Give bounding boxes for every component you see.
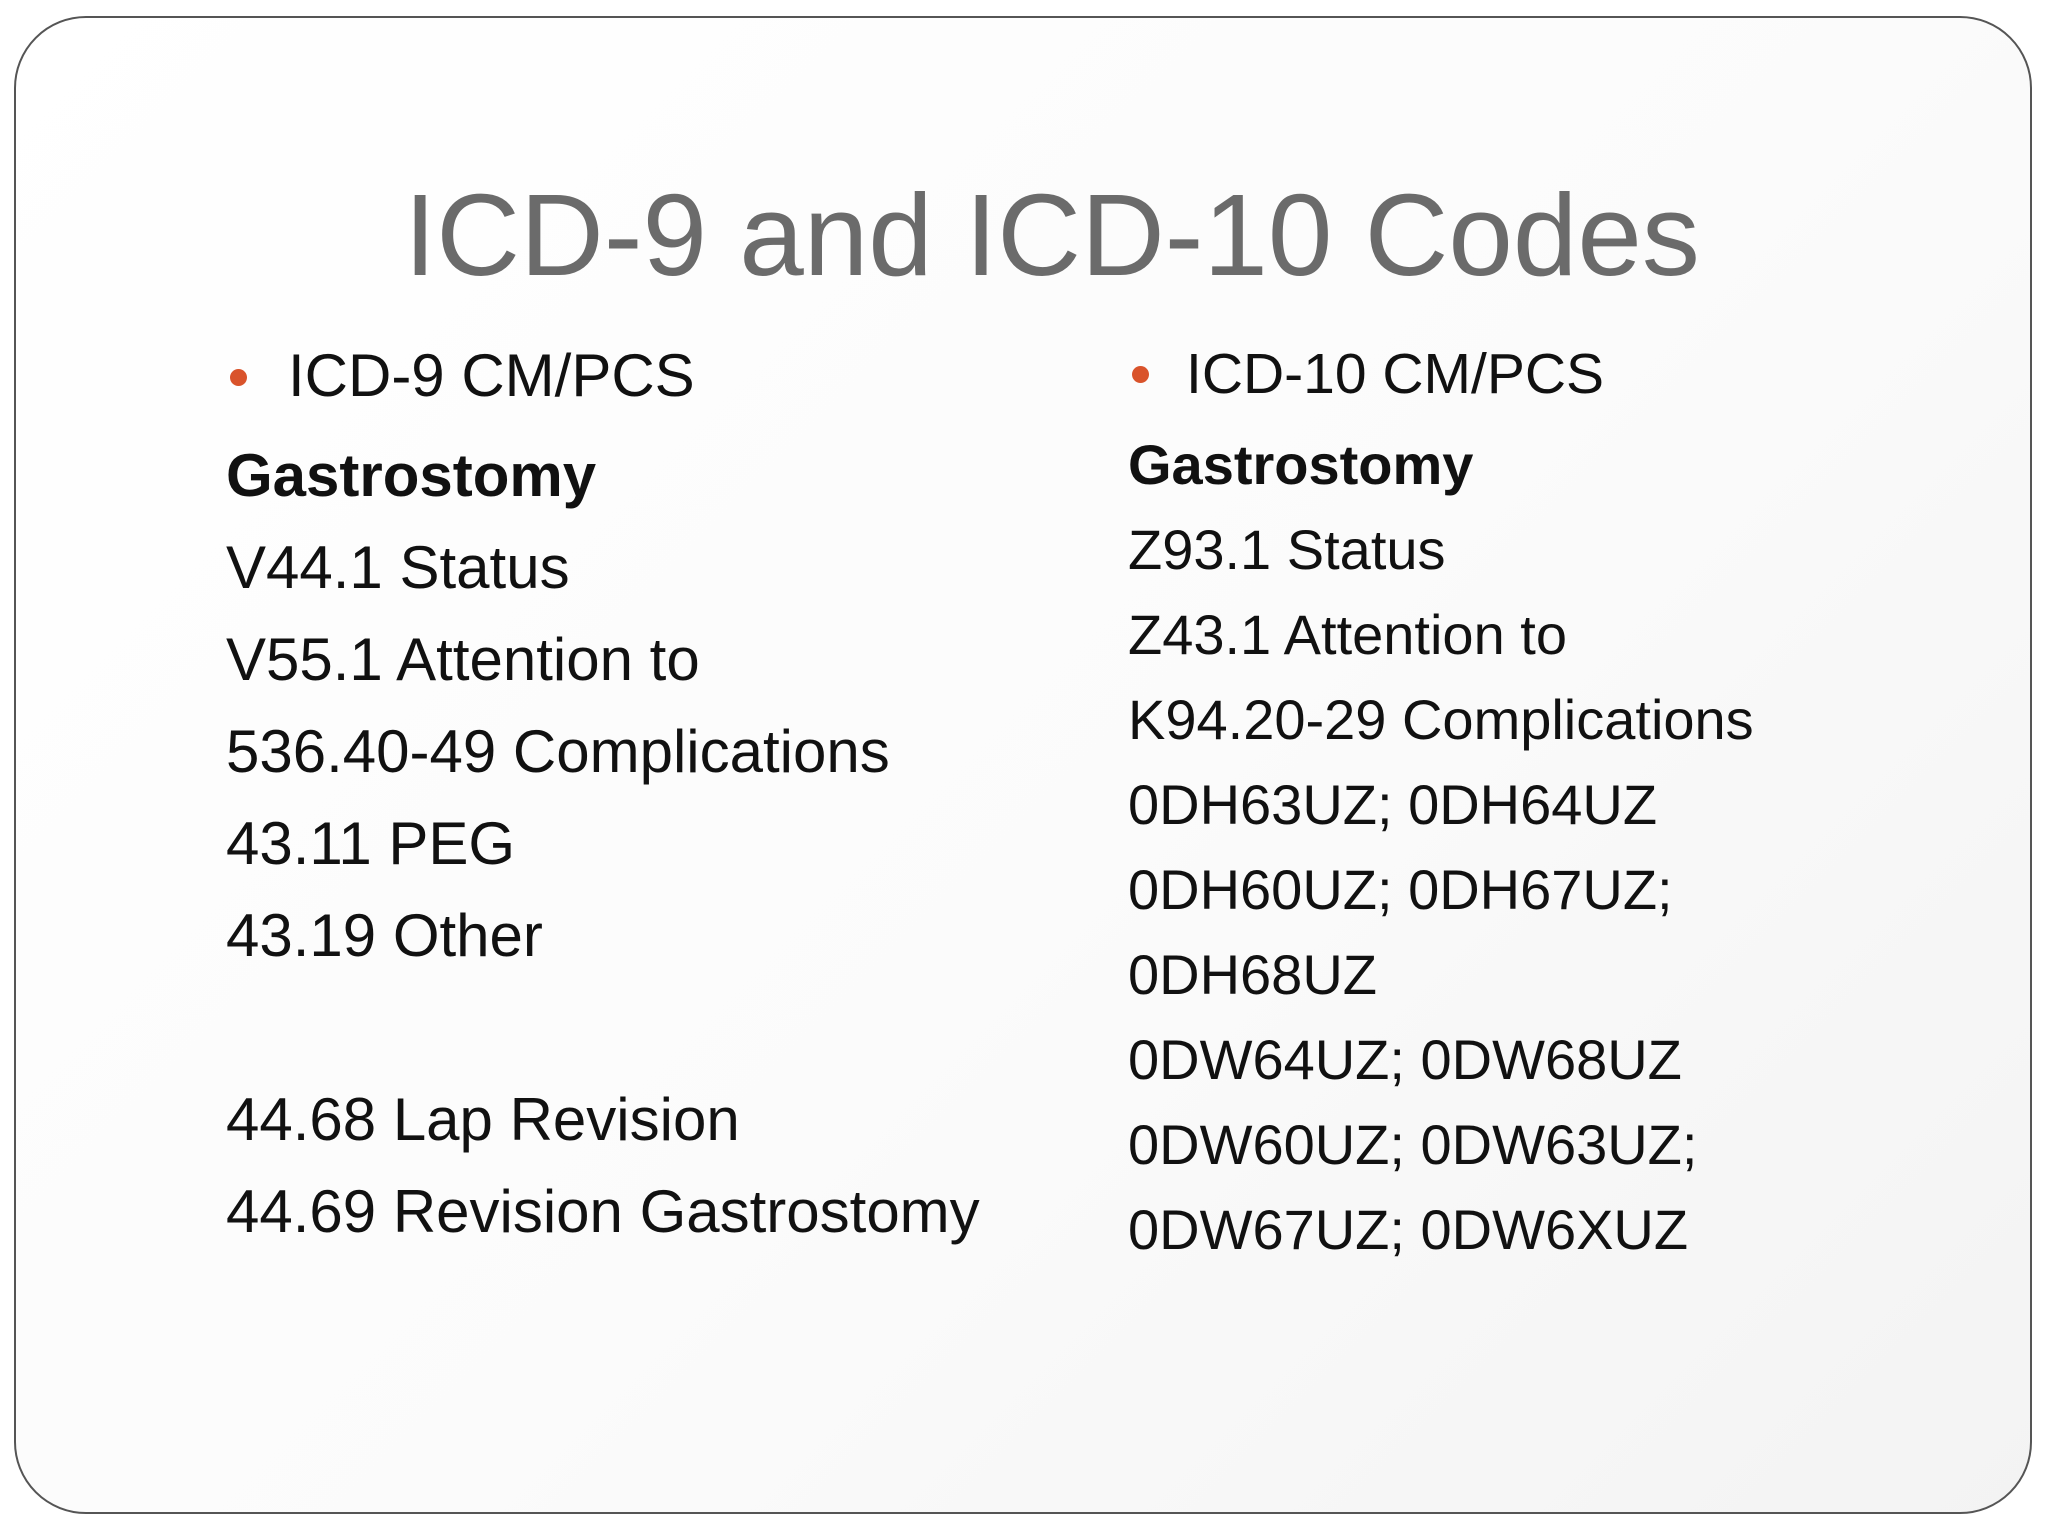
icd10-code-line: 0DW67UZ; 0DW6XUZ xyxy=(1128,1198,1689,1261)
bullet-dot-icon xyxy=(230,369,247,386)
icd10-code-line: 0DW60UZ; 0DW63UZ; xyxy=(1128,1113,1698,1176)
icd10-code-line: Z93.1 Status xyxy=(1128,518,1446,581)
icd9-heading: Gastrostomy xyxy=(226,442,597,509)
slide-title: ICD-9 and ICD-10 Codes xyxy=(404,170,1700,300)
icd9-code-line: V44.1 Status xyxy=(226,534,570,601)
icd10-heading: Gastrostomy xyxy=(1128,433,1474,496)
bullet-dot-icon xyxy=(1132,366,1149,383)
icd10-code-line: 0DH68UZ xyxy=(1128,943,1377,1006)
icd9-code-line: 43.11 PEG xyxy=(226,810,516,877)
icd10-bullet-label: ICD-10 CM/PCS xyxy=(1186,342,1605,406)
icd9-code-line: 44.68 Lap Revision xyxy=(226,1086,740,1153)
icd9-column xyxy=(226,340,980,1258)
icd10-code-line: K94.20-29 Complications xyxy=(1128,688,1754,751)
icd10-code-line: 0DH60UZ; 0DH67UZ; xyxy=(1128,858,1673,921)
icd9-code-line: 44.69 Revision Gastrostomy xyxy=(226,1178,980,1245)
icd10-code-line: 0DH63UZ; 0DH64UZ xyxy=(1128,773,1658,836)
icd9-bullet-label: ICD-9 CM/PCS xyxy=(288,342,695,409)
blank-line xyxy=(226,982,980,1074)
icd9-code-line: 536.40-49 Complications xyxy=(226,718,890,785)
icd10-column xyxy=(1128,338,1754,1272)
icd10-code-line: 0DW64UZ; 0DW68UZ xyxy=(1128,1028,1682,1091)
icd10-bullet-item xyxy=(1128,338,1754,410)
icd10-code-line: Z43.1 Attention to xyxy=(1128,603,1567,666)
icd9-code-line: V55.1 Attention to xyxy=(226,626,700,693)
icd9-code-line: 43.19 Other xyxy=(226,902,543,969)
icd9-bullet-item xyxy=(226,340,980,412)
